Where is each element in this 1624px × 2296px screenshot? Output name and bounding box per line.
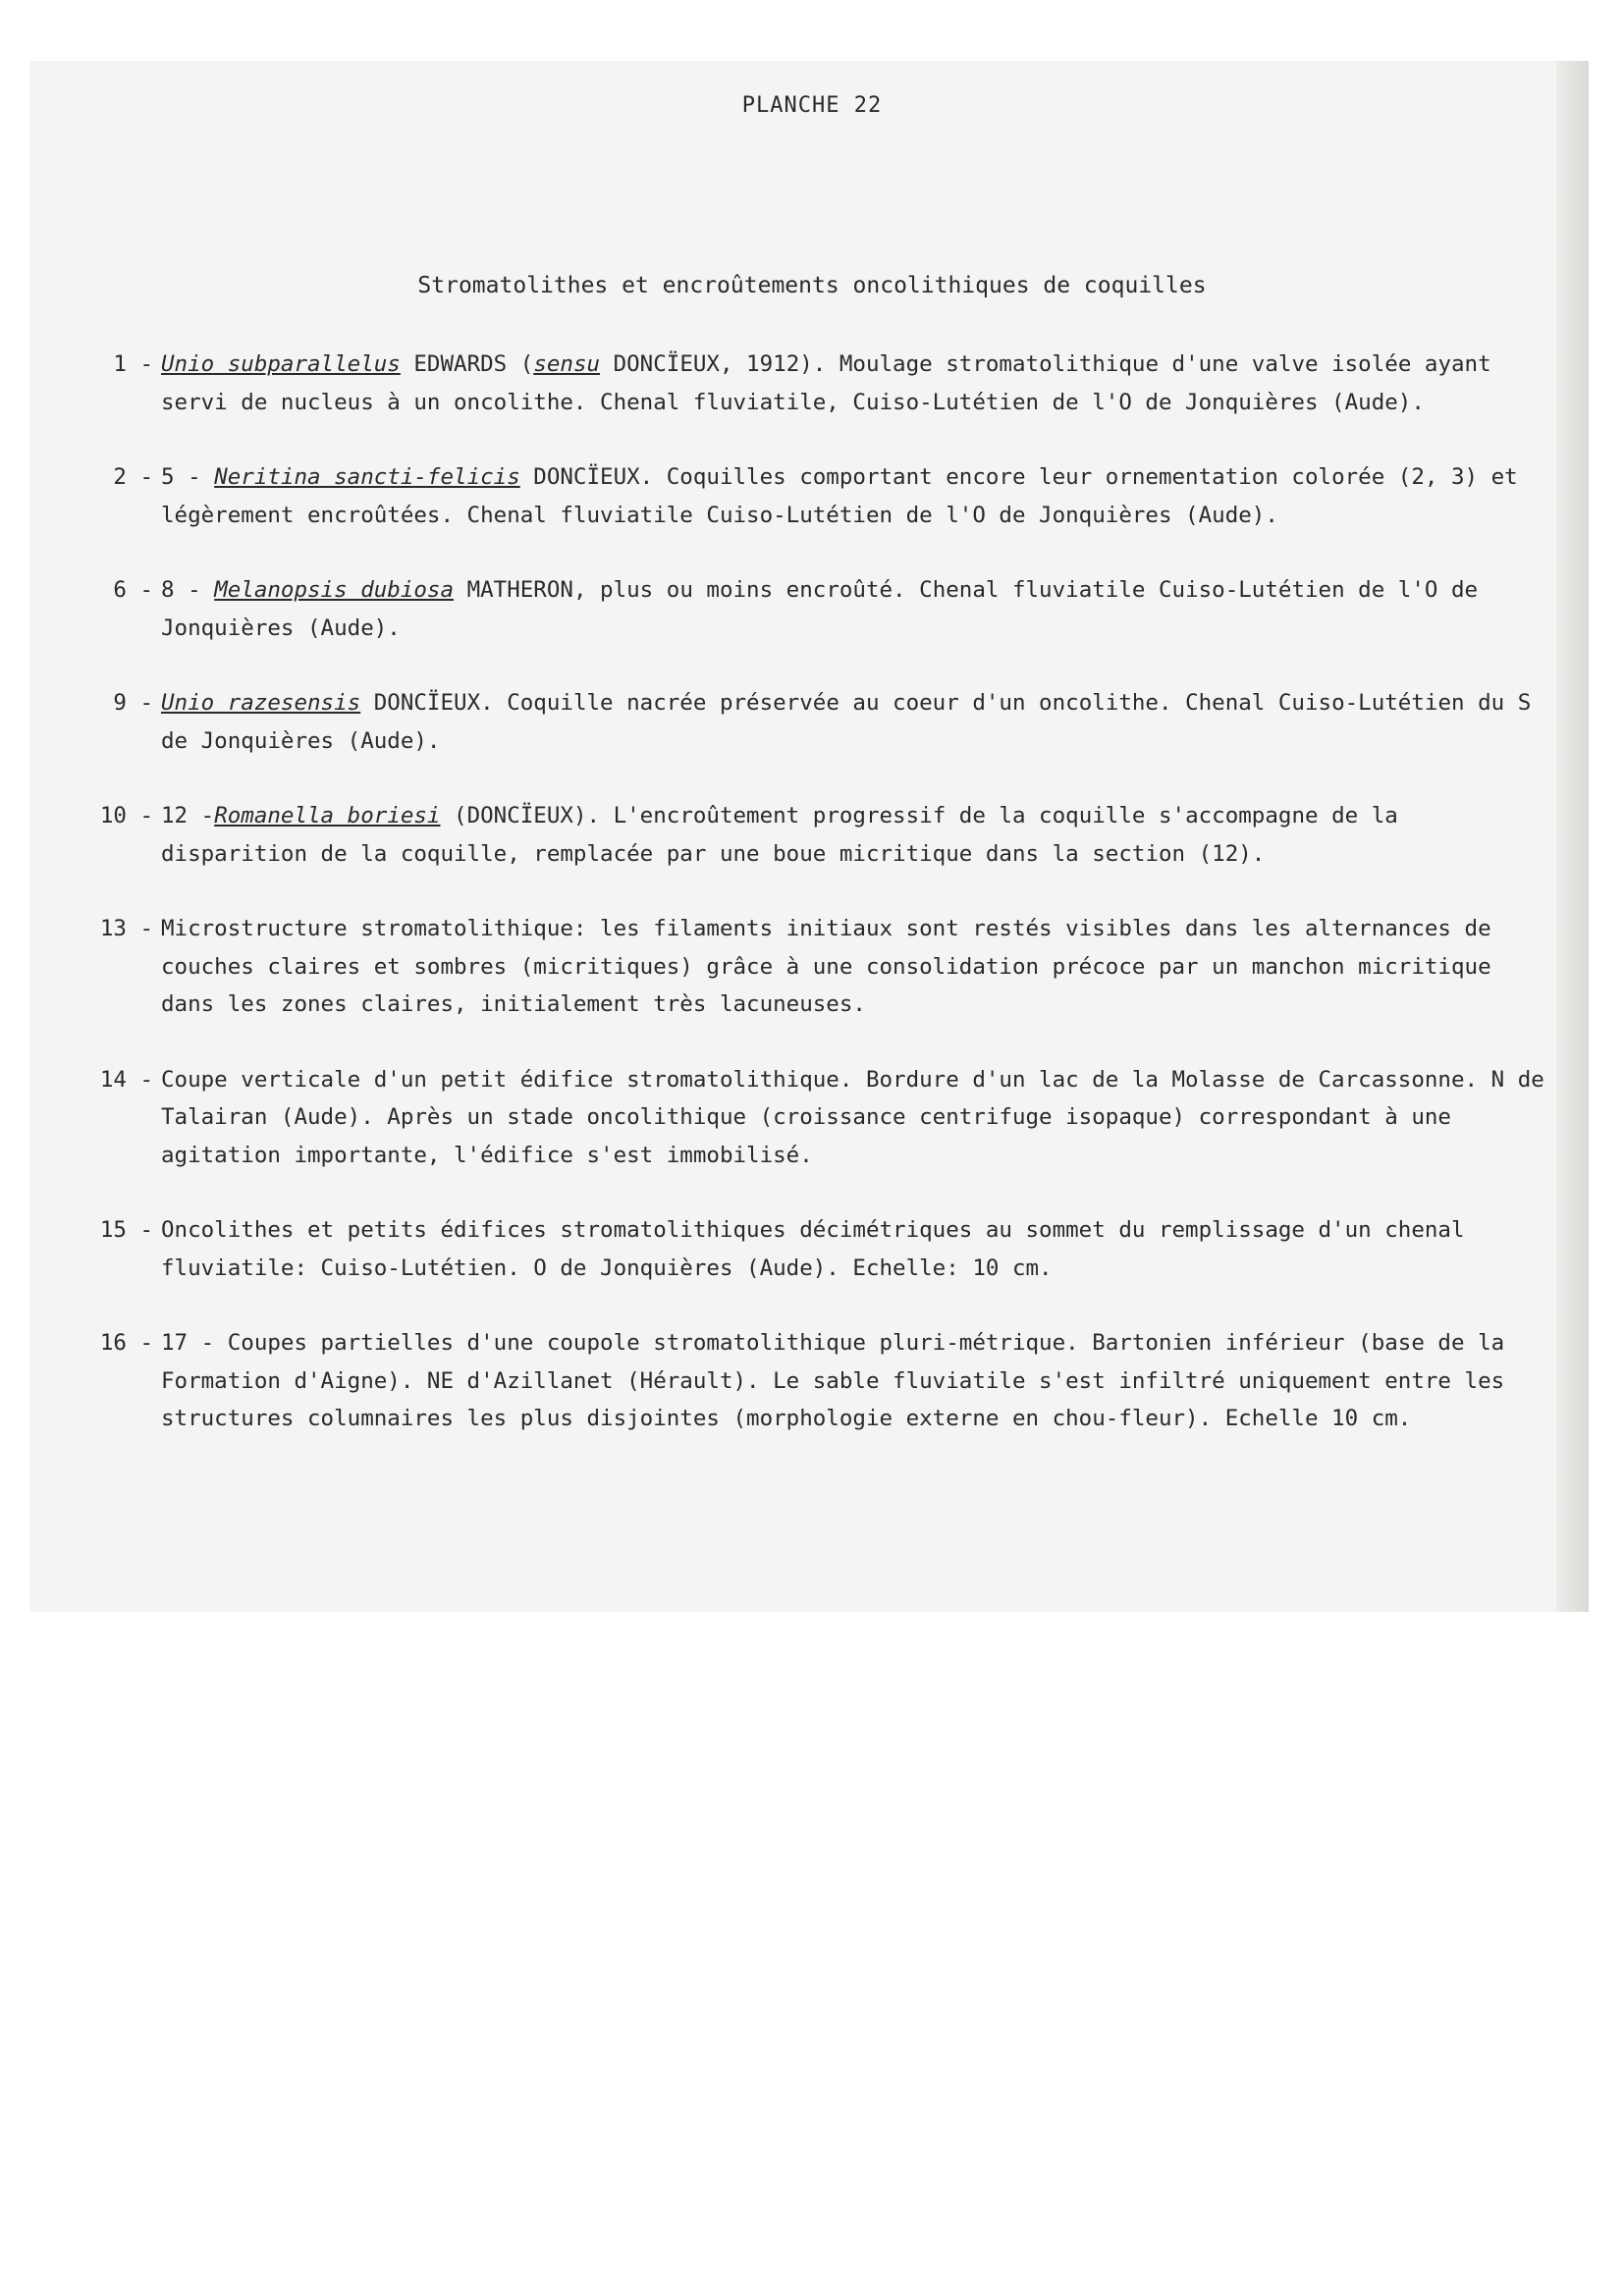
caption-segment: EDWARDS (: [400, 351, 534, 377]
caption-text: [153, 571, 1555, 647]
caption-entry: [82, 910, 1555, 1024]
document-heading: Stromatolithes et encroûtements oncolithiques de coquilles: [417, 273, 1207, 298]
caption-segment: (DONCÏEUX). L'encroûtement progressif de la coquille s'accompagne de la disparition de la coquille, remplacée par une boue micritique dans la section (12).: [161, 803, 1398, 867]
caption-segment: DONCÏEUX. Coquille nacrée préservée au coeur d'un oncolithe. Chenal Cuiso-Lutétien du S de Jonquières (Aude).: [161, 690, 1532, 754]
caption-text: [153, 458, 1555, 534]
caption-text: [153, 1324, 1555, 1438]
caption-entry: [82, 1061, 1555, 1175]
caption-number: 6 -: [113, 577, 153, 603]
caption-entry: [82, 458, 1555, 534]
caption-number: 16 -: [99, 1330, 153, 1356]
taxon-name: Unio subparallelus: [161, 351, 401, 377]
caption-list: [82, 346, 1555, 1475]
caption-text: [153, 1061, 1555, 1175]
caption-number: 10 -: [99, 803, 153, 828]
caption-number: 2 -: [113, 464, 153, 490]
caption-text: [153, 684, 1555, 760]
caption-segment: Oncolithes et petits édifices stromatolithiques décimétriques au sommet du remplissage d'un chenal fluviatile: Cuiso-Lutétien. O de Jonquières (Aude). Echelle: 10 cm.: [161, 1217, 1465, 1281]
caption-entry: [82, 1211, 1555, 1287]
caption-text: [153, 346, 1555, 421]
caption-segment: Coupe verticale d'un petit édifice stromatolithique. Bordure d'un lac de la Molasse de Carcassonne. N de Talairan (Aude). Après un stade oncolithique (croissance centrifuge isopaque) correspondant à une agitation importante, l'édifice s'est immobilisé.: [161, 1066, 1544, 1168]
caption-entry: [82, 571, 1555, 647]
caption-text: [153, 910, 1555, 1024]
caption-segment: DONCÏEUX, 1912). Moulage stromatolithique d'une valve isolée ayant servi de nucleus à un oncolithe. Chenal fluviatile, Cuiso-Lutétien de l'O de Jonquières (Aude).: [161, 351, 1491, 415]
plate-title: PLANCHE 22: [741, 93, 883, 118]
taxon-name: Neritina sancti-felicis: [214, 464, 520, 490]
taxon-name: Romanella boriesi: [214, 803, 441, 828]
emphasis-text: sensu: [533, 351, 601, 377]
caption-text: [153, 1211, 1555, 1287]
caption-entry: [82, 797, 1555, 873]
caption-segment: 17 - Coupes partielles d'une coupole stromatolithique pluri-métrique. Bartonien inférieur (base de la Formation d'Aigne). NE d'Azillanet (Hérault). Le sable fluviatile s'est infiltré uniquement entre les structures columnaires les plus disjointes (morphologie externe en chou-fleur). Echelle 10 cm.: [161, 1330, 1505, 1431]
caption-text: [153, 797, 1555, 873]
caption-segment: 5 -: [161, 464, 215, 490]
caption-entry: [82, 684, 1555, 760]
caption-segment: MATHERON, plus ou moins encroûté. Chenal fluviatile Cuiso-Lutétien de l'O de Jonquières (Aude).: [161, 577, 1479, 641]
caption-segment: 8 -: [161, 577, 215, 603]
caption-number: 1 -: [113, 351, 153, 377]
taxon-name: Unio razesensis: [161, 690, 361, 716]
caption-number: 15 -: [99, 1217, 153, 1243]
caption-entry: [82, 346, 1555, 421]
caption-number: 9 -: [113, 690, 153, 716]
caption-segment: Microstructure stromatolithique: les filaments initiaux sont restés visibles dans les alternances de couches claires et sombres (micritiques) grâce à une consolidation précoce par un manchon micritique dans les zones claires, initialement très lacuneuses.: [161, 916, 1491, 1017]
caption-entry: [82, 1324, 1555, 1438]
caption-number: 13 -: [99, 916, 153, 941]
caption-segment: 12 -: [161, 803, 215, 828]
taxon-name: Melanopsis dubiosa: [214, 577, 455, 603]
caption-segment: DONCÏEUX. Coquilles comportant encore leur ornementation colorée (2, 3) et légèrement encroûtées. Chenal fluviatile Cuiso-Lutétien de l'O de Jonquières (Aude).: [161, 464, 1518, 528]
caption-number: 14 -: [99, 1066, 153, 1093]
